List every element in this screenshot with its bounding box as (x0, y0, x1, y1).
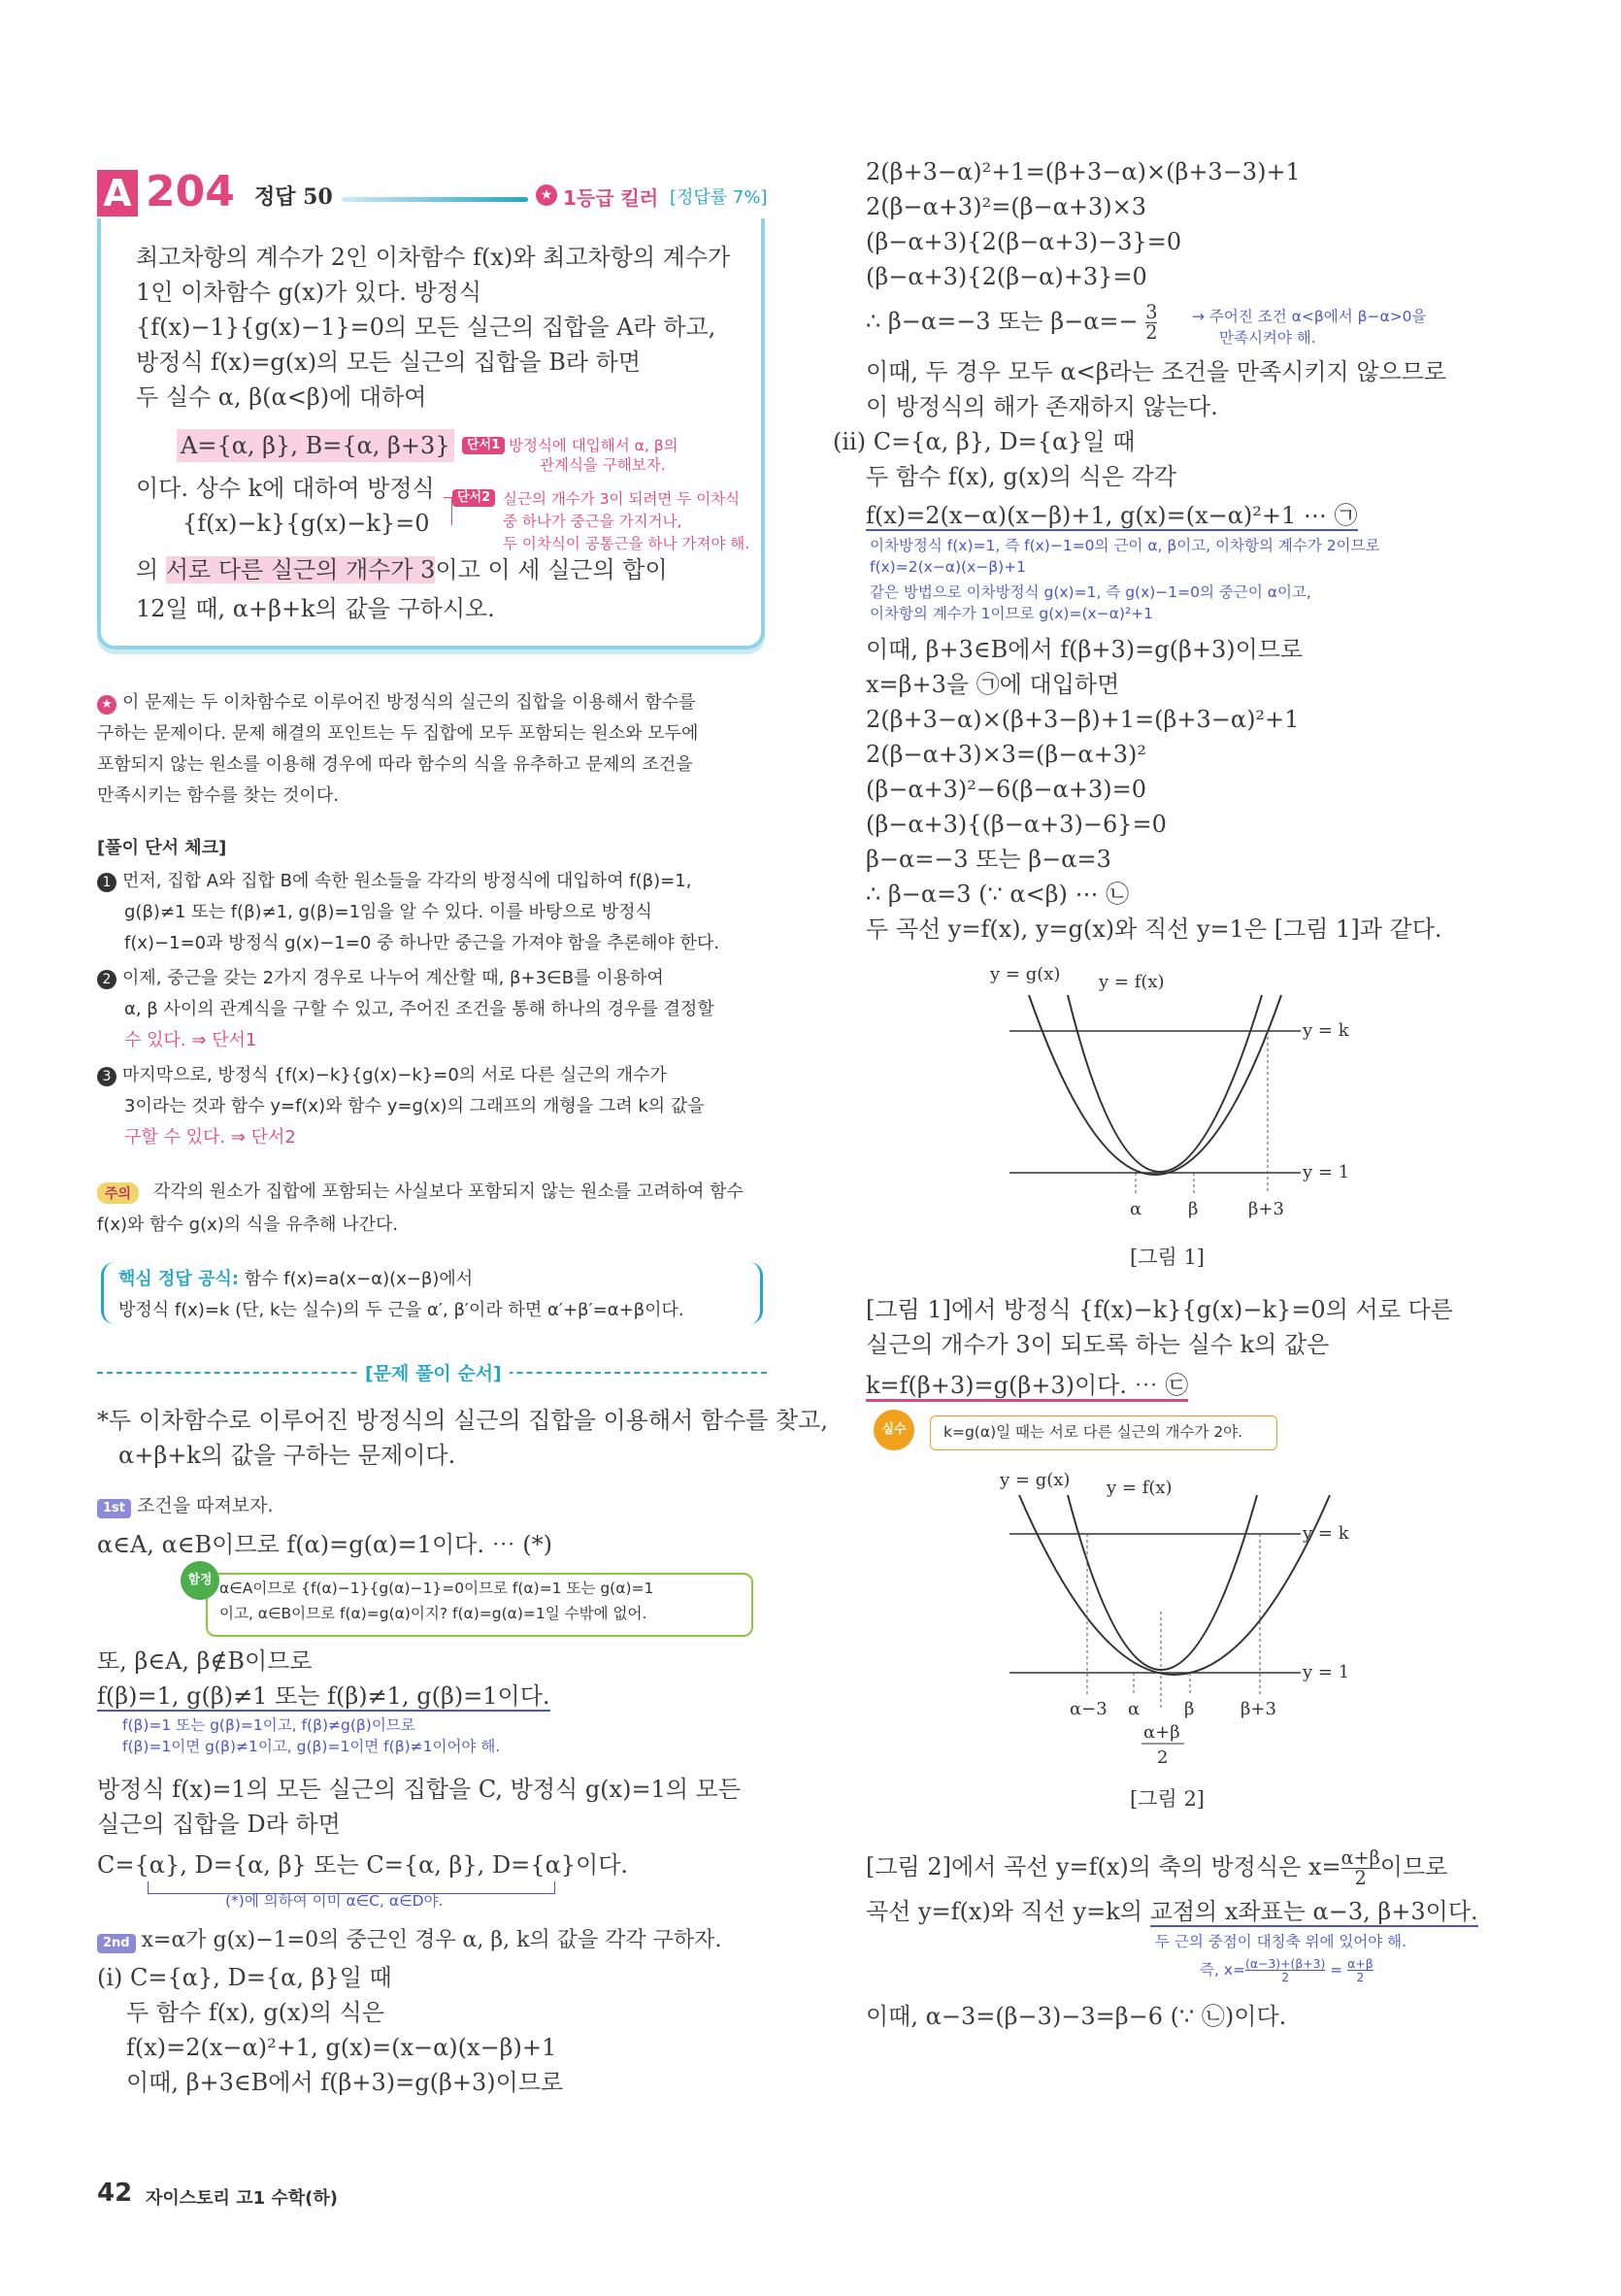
solution-line: (β−α+3){(β−α+3)−6}=0 (866, 811, 1167, 838)
clue1-note: 방정식에 대입해서 α, β의 (509, 437, 678, 454)
step1-note: (*)에 의하여 이미 α∈C, α∈D야. (225, 1892, 444, 1910)
fig2-x-alpha-minus-3: α−3 (1070, 1699, 1108, 1719)
intro-star-icon: ★ (97, 695, 116, 715)
solution-note: 두 근의 중점이 대칭축 위에 있어야 해. (1155, 1933, 1407, 1950)
intro-line: 포함되지 않는 원소를 이용해 경우에 따라 함수의 식을 유추하고 문제의 조건을 (97, 754, 693, 775)
correct-rate: [정답률 7%] (670, 187, 768, 208)
figure-1-caption: [그림 1] (1130, 1246, 1205, 1269)
fig2-label-1: y = 1 (1303, 1662, 1350, 1682)
fig1-label-k: y = k (1303, 1020, 1349, 1041)
formula-line: 핵심 정답 공식: 함수 f(x)=a(x−α)(x−β)에서 (118, 1269, 474, 1289)
step1-line: C={α}, D={α, β} 또는 C={α, β}, D={α}이다. (97, 1851, 629, 1879)
check-item-line: 구할 수 있다. ⇒ 단서2 (124, 1127, 296, 1148)
solution-line: 이때, β+3∈B에서 f(β+3)=g(β+3)이므로 (866, 636, 1304, 663)
solution-note: 만족시켜야 해. (1219, 329, 1316, 347)
problem-line: 의 서로 다른 실근의 개수가 3이고 이 세 실근의 합이 (136, 556, 668, 583)
trap-note: 이고, α∈B이므로 f(α)=g(α)이지? f(α)=g(α)=1일 수밖에 없어. (219, 1605, 647, 1622)
step1-line: 실근의 집합을 D라 하면 (97, 1811, 341, 1838)
equation-line: {f(x)−k}{g(x)−k}=0 (182, 510, 430, 537)
solution-line: ∴ β−α=3 (∵ α<β) ⋯ ㉡ (866, 881, 1130, 908)
step1-note: f(β)=1이면 g(β)≠1이고, g(β)=1이면 f(β)≠1이어야 해. (122, 1738, 501, 1755)
solution-line: (ii) C={α, β}, D={α}일 때 (833, 428, 1136, 455)
solution-line: 이때, α−3=(β−3)−3=β−6 (∵ ㉡)이다. (866, 2003, 1287, 2030)
step1-line: 또, β∈A, β∉B이므로 (97, 1647, 313, 1675)
answer-label: 정답 50 (254, 184, 333, 210)
solution-line: (β−α+3)²−6(β−α+3)=0 (866, 776, 1146, 803)
fig2-mid-den: 2 (1157, 1747, 1169, 1768)
check-item: 3 마지막으로, 방정식 {f(x)−k}{g(x)−k}=0의 서로 다른 실근의 개수가 (97, 1060, 667, 1091)
fig2-mid-num: α+β (1143, 1722, 1180, 1743)
solution-line: f(x)=2(x−α)(x−β)+1, g(x)=(x−α)²+1 ⋯ ㉠ (866, 502, 1358, 529)
intro-line: 만족시키는 함수를 찾는 것이다. (97, 785, 339, 806)
clue1-note: 관계식을 구해보자. (540, 456, 666, 474)
solution-line: 이때, 두 경우 모두 α<β라는 조건을 만족시키지 않으므로 (866, 358, 1447, 385)
check-item-line: 수 있다. ⇒ 단서1 (124, 1030, 257, 1050)
fig1-x-beta3: β+3 (1248, 1199, 1284, 1219)
fig1-x-alpha: α (1130, 1199, 1142, 1219)
caution-line: 각각의 원소가 집합에 포함되는 사실보다 포함되지 않는 원소를 고려하여 함수 (153, 1181, 744, 1202)
step1-line: 방정식 f(x)=1의 모든 실근의 집합을 C, 방정식 g(x)=1의 모든 (97, 1776, 742, 1803)
problem-line: {f(x)−1}{g(x)−1}=0의 모든 실근의 집합을 A라 하고, (136, 314, 716, 341)
summary-line: *두 이차함수로 이루어진 방정식의 실근의 집합을 이용해서 함수를 찾고, (97, 1407, 828, 1434)
intro-line: 구하는 문제이다. 문제 해결의 포인트는 두 집합에 모두 포함되는 원소와 모두에 (97, 723, 699, 744)
step1-line: α∈A, α∈B이므로 f(α)=g(α)=1이다. ⋯ (*) (97, 1531, 552, 1558)
solution-line: 두 함수 f(x), g(x)의 식은 각각 (866, 463, 1177, 490)
order-title: [문제 풀이 순서] (357, 1359, 510, 1385)
solution-line: 곡선 y=f(x)와 직선 y=k의 교점의 x좌표는 α−3, β+3이다. (866, 1898, 1478, 1925)
trap-note: α∈A이므로 {f(α)−1}{g(α)−1}=0이므로 f(α)=1 또는 g(α)=1 (219, 1580, 654, 1597)
clue2-note: 두 이차식이 공통근을 하나 가져야 해. (503, 535, 750, 552)
clue2-note: 중 하나가 중근을 가지거나, (503, 513, 682, 530)
step2-line: f(x)=2(x−α)²+1, g(x)=(x−α)(x−β)+1 (126, 2034, 557, 2061)
problem-line: 이다. 상수 k에 대하여 방정식 (136, 475, 435, 502)
mistake-tag: 실수 (874, 1410, 914, 1450)
problem-line: 1인 이차함수 g(x)가 있다. 방정식 (136, 279, 482, 306)
sets-condition: A={α, β}, B={α, β+3} (177, 429, 454, 462)
solution-line: 2(β−α+3)×3=(β−α+3)² (866, 741, 1146, 768)
page-number: 42 (97, 2179, 133, 2208)
difficulty-level: 1등급 킬러 (563, 186, 659, 210)
summary-line: α+β+k의 값을 구하는 문제이다. (118, 1442, 456, 1469)
figure-2-caption: [그림 2] (1130, 1787, 1205, 1811)
clue2-connector (444, 497, 452, 525)
figure-1 (990, 956, 1359, 1238)
fig1-label-f: y = f(x) (1099, 972, 1165, 992)
solution-line: ∴ β−α=−3 또는 β−α=− $\frac{3}{2}$ (866, 301, 1158, 345)
fig2-x-alpha: α (1128, 1699, 1141, 1719)
step2-heading: 2nd x=α가 g(x)−1=0의 중근인 경우 α, β, k의 값을 각각 구하자. (97, 1924, 721, 1957)
header-rule (342, 197, 528, 202)
problem-badge: A (97, 170, 138, 216)
solution-note: 이차항의 계수가 1이므로 g(x)=(x−α)²+1 (870, 605, 1154, 622)
solution-note: 같은 방법으로 이차방정식 g(x)=1, 즉 g(x)−1=0의 중근이 α이고, (870, 583, 1311, 601)
figure-2 (990, 1466, 1359, 1777)
solution-line: 이 방정식의 해가 존재하지 않는다. (866, 393, 1218, 420)
fig2-x-beta3: β+3 (1241, 1699, 1276, 1719)
solution-line: k=f(β+3)=g(β+3)이다. ⋯ ㉢ (866, 1369, 1188, 1402)
formula-line: 방정식 f(x)=k (단, k는 실수)의 두 근을 α′, β′이라 하면 α′+β′=α+β이다. (118, 1300, 684, 1320)
solution-line: x=β+3을 ㉠에 대입하면 (866, 671, 1120, 698)
check-title: [풀이 단서 체크] (97, 838, 227, 858)
step1-note: f(β)=1 또는 g(β)=1이고, f(β)≠g(β)이므로 (122, 1716, 415, 1734)
step2-line: 이때, β+3∈B에서 f(β+3)=g(β+3)이므로 (126, 2069, 564, 2096)
solution-line: 2(β+3−α)²+1=(β+3−α)×(β+3−3)+1 (866, 158, 1301, 185)
clue1-tag: 단서1 (462, 435, 505, 454)
fig1-label-1: y = 1 (1303, 1162, 1350, 1182)
fig2-label-f: y = f(x) (1107, 1478, 1173, 1498)
check-item: 1 먼저, 집합 A와 집합 B에 속한 원소들을 각각의 방정식에 대입하여 f(β)=1, (97, 866, 691, 897)
solution-line: (β−α+3){2(β−α)+3}=0 (866, 263, 1147, 290)
clue2-tag: 단서2 (452, 487, 495, 507)
check-item-line: 3이라는 것과 함수 y=f(x)와 함수 y=g(x)의 그래프의 개형을 그려 k의 값을 (124, 1096, 705, 1116)
fig1-label-g: y = g(x) (990, 964, 1061, 984)
caution-tag: 주의 (97, 1182, 139, 1204)
fig2-x-beta: β (1184, 1699, 1195, 1719)
problem-line: 12일 때, α+β+k의 값을 구하시오. (136, 595, 495, 622)
book-title: 자이스토리 고1 수학(하) (146, 2188, 339, 2209)
solution-line: 실근의 개수가 3이 되도록 하는 실수 k의 값은 (866, 1331, 1330, 1358)
check-item-line: α, β 사이의 관계식을 구할 수 있고, 주어진 조건을 통해 하나의 경우를 결정할 (124, 999, 714, 1019)
solution-note: 즉, x= $\frac{(\alpha-3)+(\beta+3)}{2}$ = $\frac{\alpha+\beta}{2}$ (1200, 1956, 1373, 1985)
check-item-line: g(β)≠1 또는 f(β)≠1, g(β)=1임을 알 수 있다. 이를 바탕으로 방정식 (124, 902, 652, 922)
step2-line: (i) C={α}, D={α, β}일 때 (97, 1964, 392, 1991)
solution-note: f(x)=2(x−α)(x−β)+1 (870, 558, 1027, 576)
fig1-x-beta: β (1188, 1199, 1199, 1219)
clue2-note: 실근의 개수가 3이 되려면 두 이차식 (503, 490, 741, 508)
step1-heading: 1st 조건을 따져보자. (97, 1489, 274, 1522)
problem-number: 204 (146, 167, 235, 216)
intro-line: 이 문제는 두 이차함수로 이루어진 방정식의 실근의 집합을 이용해서 함수를 (122, 692, 696, 713)
mistake-note: k=g(α)일 때는 서로 다른 실근의 개수가 2야. (943, 1423, 1243, 1441)
trap-tag: 함정 (181, 1561, 219, 1600)
solution-note: → 주어진 조건 α<β에서 β−α>0을 (1192, 308, 1427, 325)
problem-line: 최고차항의 계수가 2인 이차함수 f(x)와 최고차항의 계수가 (136, 244, 731, 271)
solution-line: [그림 1]에서 방정식 {f(x)−k}{g(x)−k}=0의 서로 다른 (866, 1296, 1453, 1323)
check-item-line: f(x)−1=0과 방정식 g(x)−1=0 중 하나만 중근을 가져야 함을 추론해야 한다. (124, 933, 720, 953)
problem-line: 방정식 f(x)=g(x)의 모든 실근의 집합을 B라 하면 (136, 349, 642, 376)
fig2-label-k: y = k (1303, 1523, 1349, 1544)
problem-line: 두 실수 α, β(α<β)에 대하여 (136, 383, 427, 411)
solution-line: [그림 2]에서 곡선 y=f(x)의 축의 방정식은 x= $\frac{\alpha+\beta}{2}$ 이므로 (866, 1847, 1448, 1890)
solution-line: 2(β−α+3)²=(β−α+3)×3 (866, 193, 1146, 220)
solution-line: 2(β+3−α)×(β+3−β)+1=(β+3−α)²+1 (866, 706, 1300, 733)
solution-line: β−α=−3 또는 β−α=3 (866, 846, 1111, 873)
fig2-label-g: y = g(x) (1000, 1470, 1071, 1490)
step2-line: 두 함수 f(x), g(x)의 식은 (126, 1999, 385, 2026)
solution-note: 이차방정식 f(x)=1, 즉 f(x)−1=0의 근이 α, β이고, 이차항의 계수가 2이므로 (870, 537, 1380, 554)
step1-line: f(β)=1, g(β)≠1 또는 f(β)≠1, g(β)=1이다. (97, 1682, 550, 1710)
star-icon: ★ (536, 184, 557, 206)
caution-line: f(x)와 함수 g(x)의 식을 유추해 나간다. (97, 1215, 399, 1235)
solution-line: (β−α+3){2(β−α+3)−3}=0 (866, 228, 1182, 255)
solution-line: 두 곡선 y=f(x), y=g(x)와 직선 y=1은 [그림 1]과 같다. (866, 915, 1442, 943)
check-item: 2 이제, 중근을 갖는 2가지 경우로 나누어 계산할 때, β+3∈B를 이용하여 (97, 963, 664, 994)
